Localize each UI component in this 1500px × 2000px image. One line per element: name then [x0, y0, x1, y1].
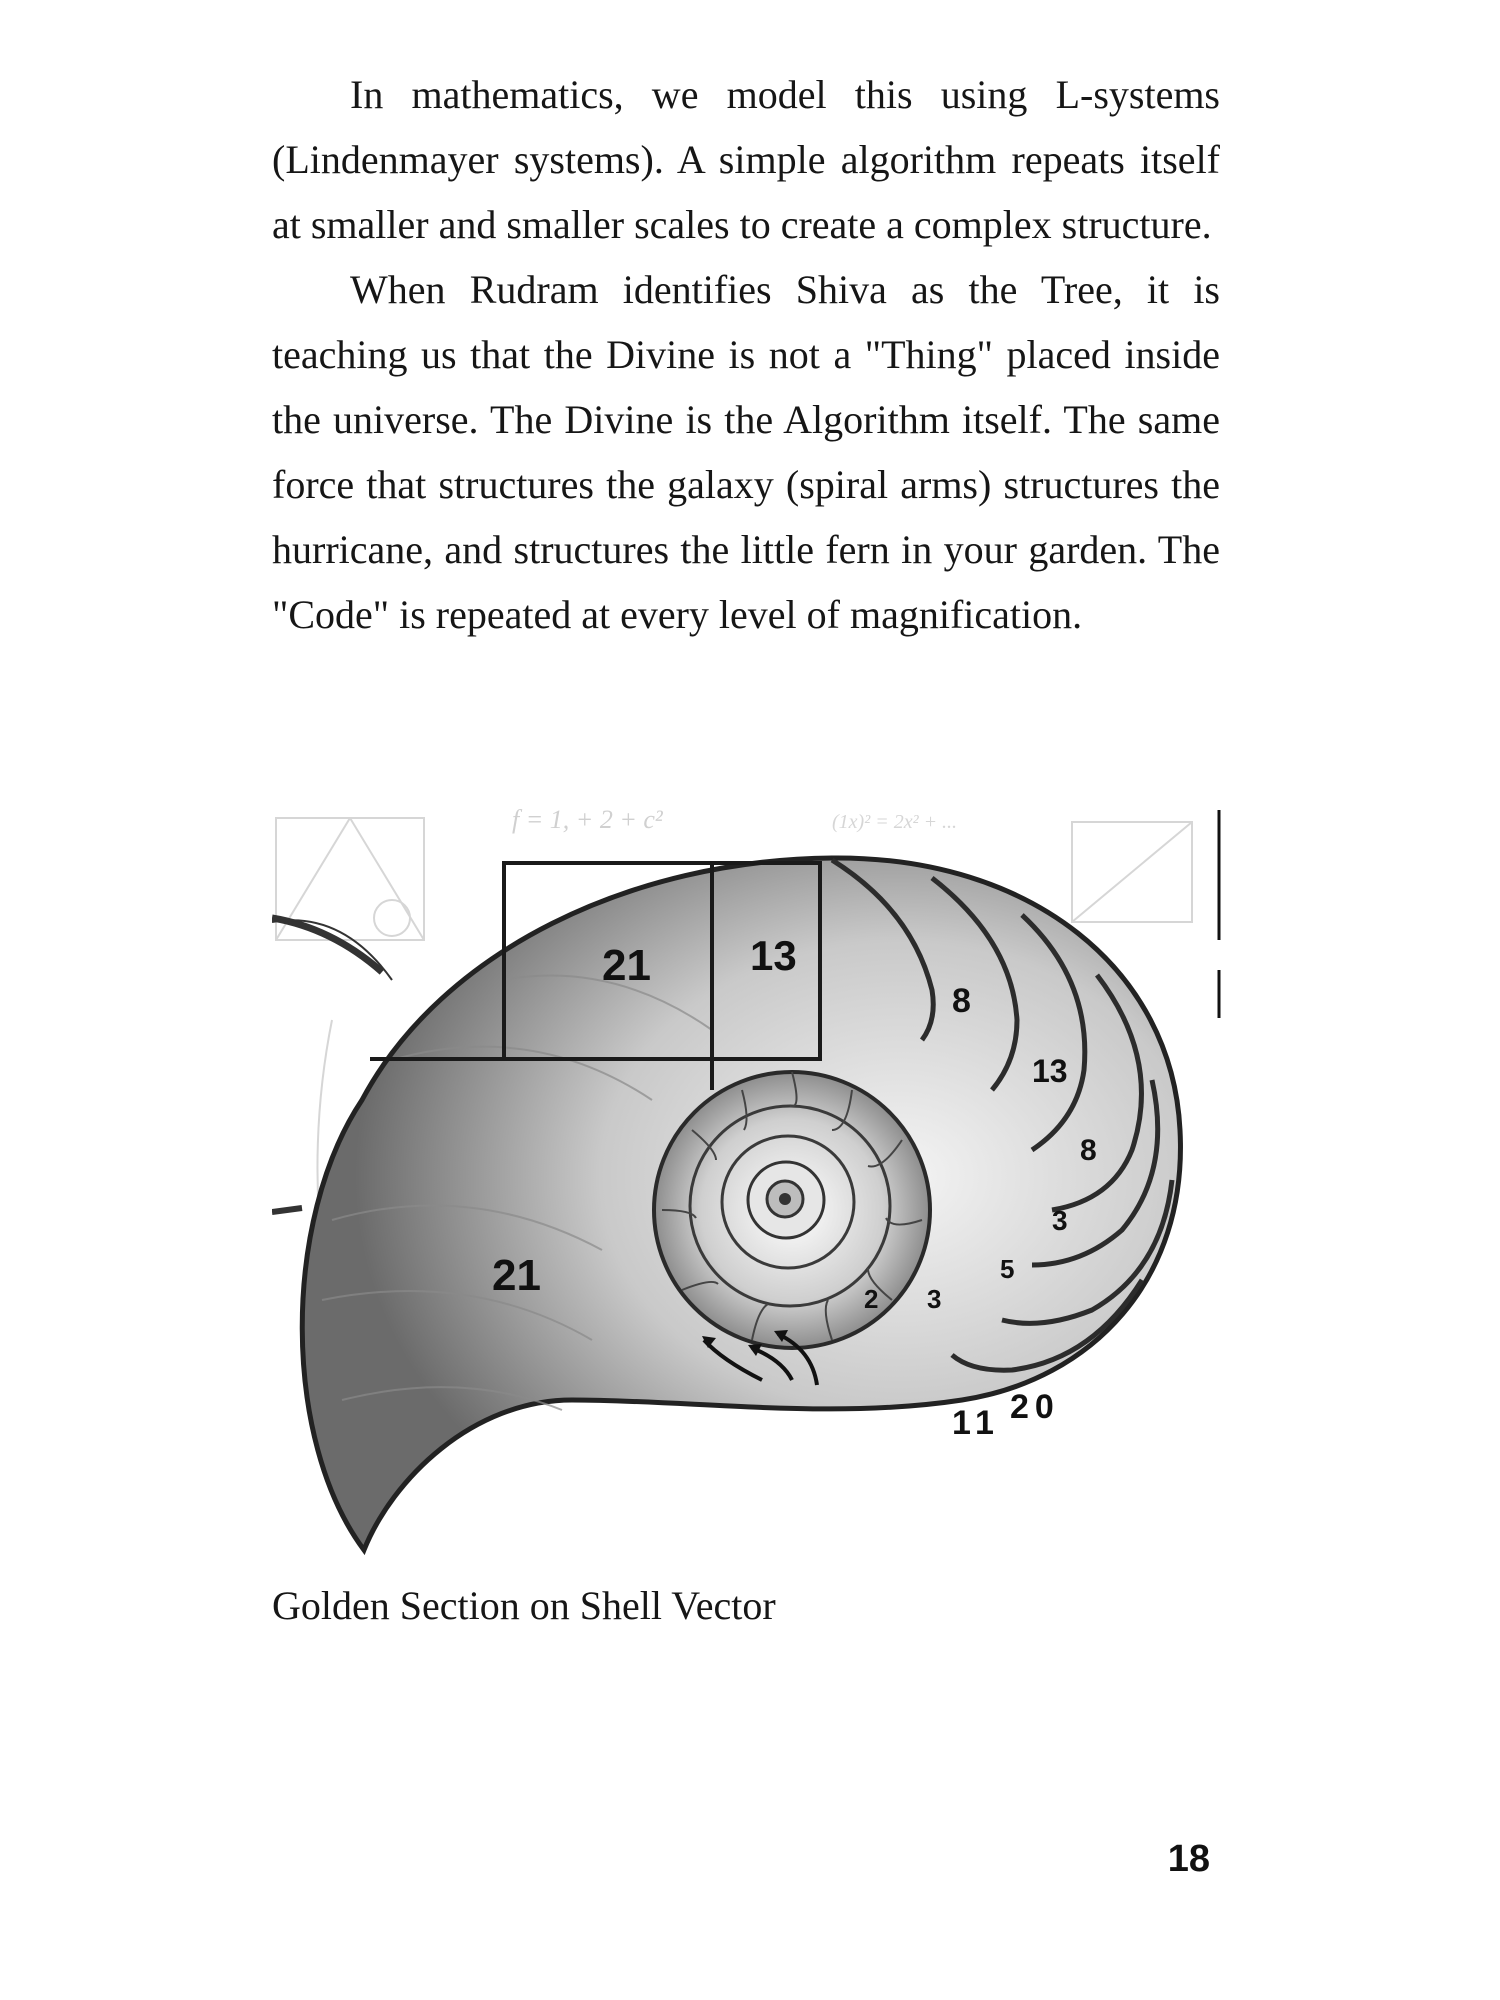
spiral-center — [779, 1193, 791, 1205]
sketch-diagonal-left-2 — [350, 818, 424, 940]
nautilus-illustration — [272, 800, 1232, 1560]
label-chamber-8a: 8 — [952, 982, 971, 1020]
nautilus-figure — [272, 800, 1232, 1560]
label-chamber-8b: 8 — [1080, 1134, 1097, 1167]
label-left-21: 21 — [492, 1251, 541, 1300]
label-chamber-13: 13 — [1032, 1053, 1068, 1089]
paragraph-1: In mathematics, we model this using L-systems (Lindenmayer systems). A simple algorithm repeats itself at smaller and smaller scales to create a complex structure. — [272, 72, 1220, 247]
body-text — [272, 62, 1220, 647]
tentacle-upper-thin — [272, 920, 392, 980]
label-square-13: 13 — [750, 932, 797, 979]
label-chamber-3a: 3 — [1052, 1205, 1068, 1236]
figure-caption: Golden Section on Shell Vector — [272, 1583, 776, 1628]
inner-spiral — [654, 1072, 930, 1348]
paragraph-2: When Rudram identifies Shiva as the Tree, it is teaching us that the Divine is not a "Thing" placed inside the universe. The Divine is the Algorithm itself. The same force that structures the galaxy (spiral arms) structures the hurricane, and structures the little fern in your garden. The "Code" is repeated at every level of magnification. — [272, 267, 1220, 637]
label-chamber-3b: 3 — [927, 1284, 942, 1314]
label-chamber-5: 5 — [1000, 1254, 1015, 1284]
sketch-formula-a: f = 1, + 2 + c² — [512, 805, 663, 834]
label-bottom-20: 20 — [1010, 1388, 1060, 1426]
label-square-21: 21 — [602, 941, 651, 990]
sketch-diagonal-right — [1072, 822, 1192, 922]
page-number: 18 — [1167, 1838, 1210, 1880]
label-bottom-11: 11 — [952, 1404, 1000, 1442]
sketch-formula-b: (1x)² = 2x² + ... — [832, 811, 958, 833]
sketch-circle-left — [374, 900, 410, 936]
label-chamber-2: 2 — [864, 1284, 879, 1314]
tentacle-lower — [272, 1208, 302, 1212]
